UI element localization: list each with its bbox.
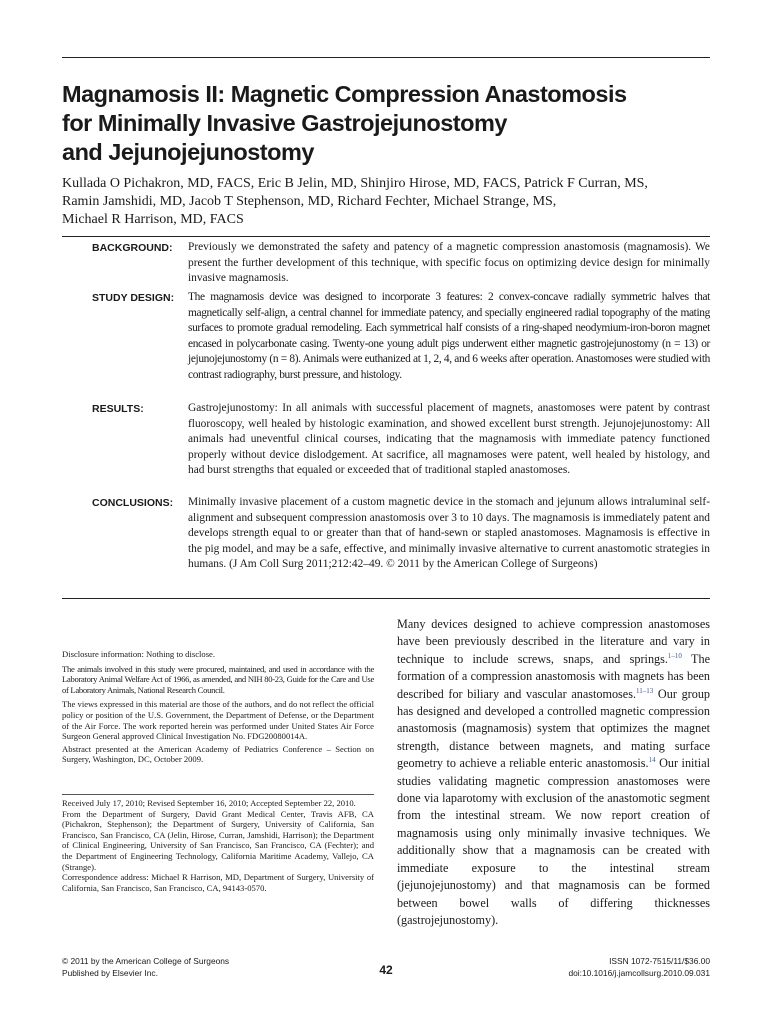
reference-1-10[interactable]: 1–10	[667, 651, 682, 660]
footnote-divider	[62, 794, 374, 795]
reference-11-13[interactable]: 11–13	[636, 686, 654, 695]
title-line-1: Magnamosis II: Magnetic Compression Anastomosis	[62, 81, 627, 107]
animals-note: The animals involved in this study were procured, maintained, and used in accordance with the Laboratory Animal Welfare Act of 1966, as amended, and NIH 80-23, Guide for the Care and Use of Laboratory Animals, National Research Council.	[62, 663, 374, 695]
correspondence-note: Correspondence address: Michael R Harrison, MD, Department of Surgery, University of California, San Francisco, San Francisco, CA, 94143-0570.	[62, 872, 374, 893]
copyright-line: © 2011 by the American College of Surgeons	[62, 956, 230, 966]
background-label: BACKGROUND:	[92, 242, 173, 254]
article-title	[62, 80, 722, 167]
received-note: Received July 17, 2010; Revised September 16, 2010; Accepted September 22, 2010.	[62, 798, 356, 808]
author-list	[62, 175, 722, 229]
results-label: RESULTS:	[92, 403, 144, 415]
introduction-paragraph	[397, 616, 710, 929]
footnotes	[62, 649, 374, 765]
study-design-text: The magnamosis device was designed to incorporate 3 features: 2 convex-concave radially symmetric halves that magnetically self-align, a central channel for immediate patency, and specially engineered radial topography of the mating surfaces to promote gradual remodeling. Each symmetrical half consists of a ring-shaped neodymium-iron-boron magnet encased in polycarbonate casing. Twenty-one young adult pigs underwent either magnetic gastrojejunostomy (n = 13) or jejunojejunostomy (n = 8). Animals were euthanized at 1, 2, 4, and 6 weeks after operation. Anastomoses were studied with contrast radiography, burst pressure, and histology.	[188, 291, 710, 381]
reference-14[interactable]: 14	[648, 756, 656, 765]
from-note: From the Department of Surgery, David Grant Medical Center, Travis AFB, CA (Pichakron, Stephenson); the Department of Surgery, University of California, San Francisco, San Francisco, CA (Jelin, Hirose, Curran, Jamshidi, Harrison); the Department of Clinical Engineering, University of San Francisco, San Francisco, CA (Fechter); and the Department of Engineering Technology, California Maritime Academy, Vallejo, CA (Strange).	[62, 808, 374, 872]
footnotes-received	[62, 798, 374, 893]
conclusions-text: Minimally invasive placement of a custom magnetic device in the stomach and jejunum allows intraluminal self-alignment and subsequent compression anastomosis over 3 to 10 days. The magnamosis is immediately patent and develops strength equal to or greater than that of hand-sewn or stapled anastomoses. Magnamosis is effective in the pig model, and may be a safe, effective, and minimally invasive alternative to current anastomotic strategies in humans. (J Am Coll Surg 2011;212:42–49. © 2011 by the American College of Surgeons)	[188, 496, 710, 571]
author-line-2: Ramin Jamshidi, MD, Jacob T Stephenson, MD, Richard Fechter, Michael Strange, MS,	[62, 194, 557, 209]
footer-left	[62, 956, 322, 979]
abstract-presented-note: Abstract presented at the American Academy of Pediatrics Conference – Section on Surgery, Washington, DC, October 2009.	[62, 743, 374, 765]
intro-text-4: Our initial studies validating magnetic compression anastomoses were done via laparotomy with exclusion of the anastomotic segment from the intestinal stream. We now report creation of magnamosis using only minimally invasive techniques. We additionally show that a magnamosis can be created with immediate exposure to the intestinal stream (jejunojejunostomy) and that magnamosis can be formed between bowel walls of differing thicknesses (gastrojejunostomy).	[397, 756, 710, 927]
abstract-bottom-rule	[62, 598, 710, 599]
title-line-3: and Jejunojejunostomy	[62, 139, 314, 165]
publisher-line: Published by Elsevier Inc.	[62, 967, 158, 978]
intro-text-3: Our group has designed and developed a controlled magnetic compression anastomosis (magnamosis) system that optimizes the magnet strength, distance between magnets, and mating surface geometry to achieve a reliable enteric anastomosis.	[397, 686, 711, 771]
issn-line: ISSN 1072-7515/11/$36.00	[609, 956, 710, 966]
abstract-top-rule	[62, 236, 710, 237]
study-design-label: STUDY DESIGN:	[92, 292, 175, 304]
footer-right	[470, 956, 710, 979]
title-line-2: for Minimally Invasive Gastrojejunostomy	[62, 110, 507, 136]
views-note: The views expressed in this material are those of the authors, and do not reflect the official policy or position of the U.S. Government, the Department of Defense, or the Department of the Air Force. The work reported herein was performed under United States Air Force Surgeon General approved Clinical Investigation No. FDG20080014A.	[62, 699, 374, 742]
page-number: 42	[379, 963, 393, 977]
intro-text-2: The formation of a compression anastomosis with magnets has been described for biliary and vascular anastomoses.	[397, 651, 710, 701]
intro-text-1: Many devices designed to achieve compression anastomoses have been previously described in the literature and vary in technique to include screws, snaps, and springs.	[397, 617, 710, 666]
author-line-1: Kullada O Pichakron, MD, FACS, Eric B Jelin, MD, Shinjiro Hirose, MD, FACS, Patrick F Curran, MS,	[62, 176, 648, 191]
conclusions-label: CONCLUSIONS:	[92, 497, 174, 509]
disclosure-note: Disclosure information: Nothing to disclose.	[62, 649, 215, 659]
results-text: Gastrojejunostomy: In all animals with successful placement of magnets, anastomoses were patent by contrast fluoroscopy, well healed by histologic examination, and showed excellent burst strength. Jejunojejunostomy: All animals had uneventful clinical courses, indicating that the magnamosis with immediate patency functioned properly without device dislodgement. At sacrifice, all magnamoses were patent, well healed by histology, and had burst strengths that equaled or exceeded that of traditional stapled anastomoses.	[188, 402, 710, 477]
doi-line: doi:10.1016/j.jamcollsurg.2010.09.031	[568, 967, 710, 978]
background-text: Previously we demonstrated the safety and patency of a magnetic compression anastomosis (magnamosis). We present the further development of this technique, with specific focus on optimizing device design for minimally invasive magnamosis.	[188, 241, 710, 285]
author-line-3: Michael R Harrison, MD, FACS	[62, 212, 244, 227]
top-rule	[62, 57, 710, 58]
